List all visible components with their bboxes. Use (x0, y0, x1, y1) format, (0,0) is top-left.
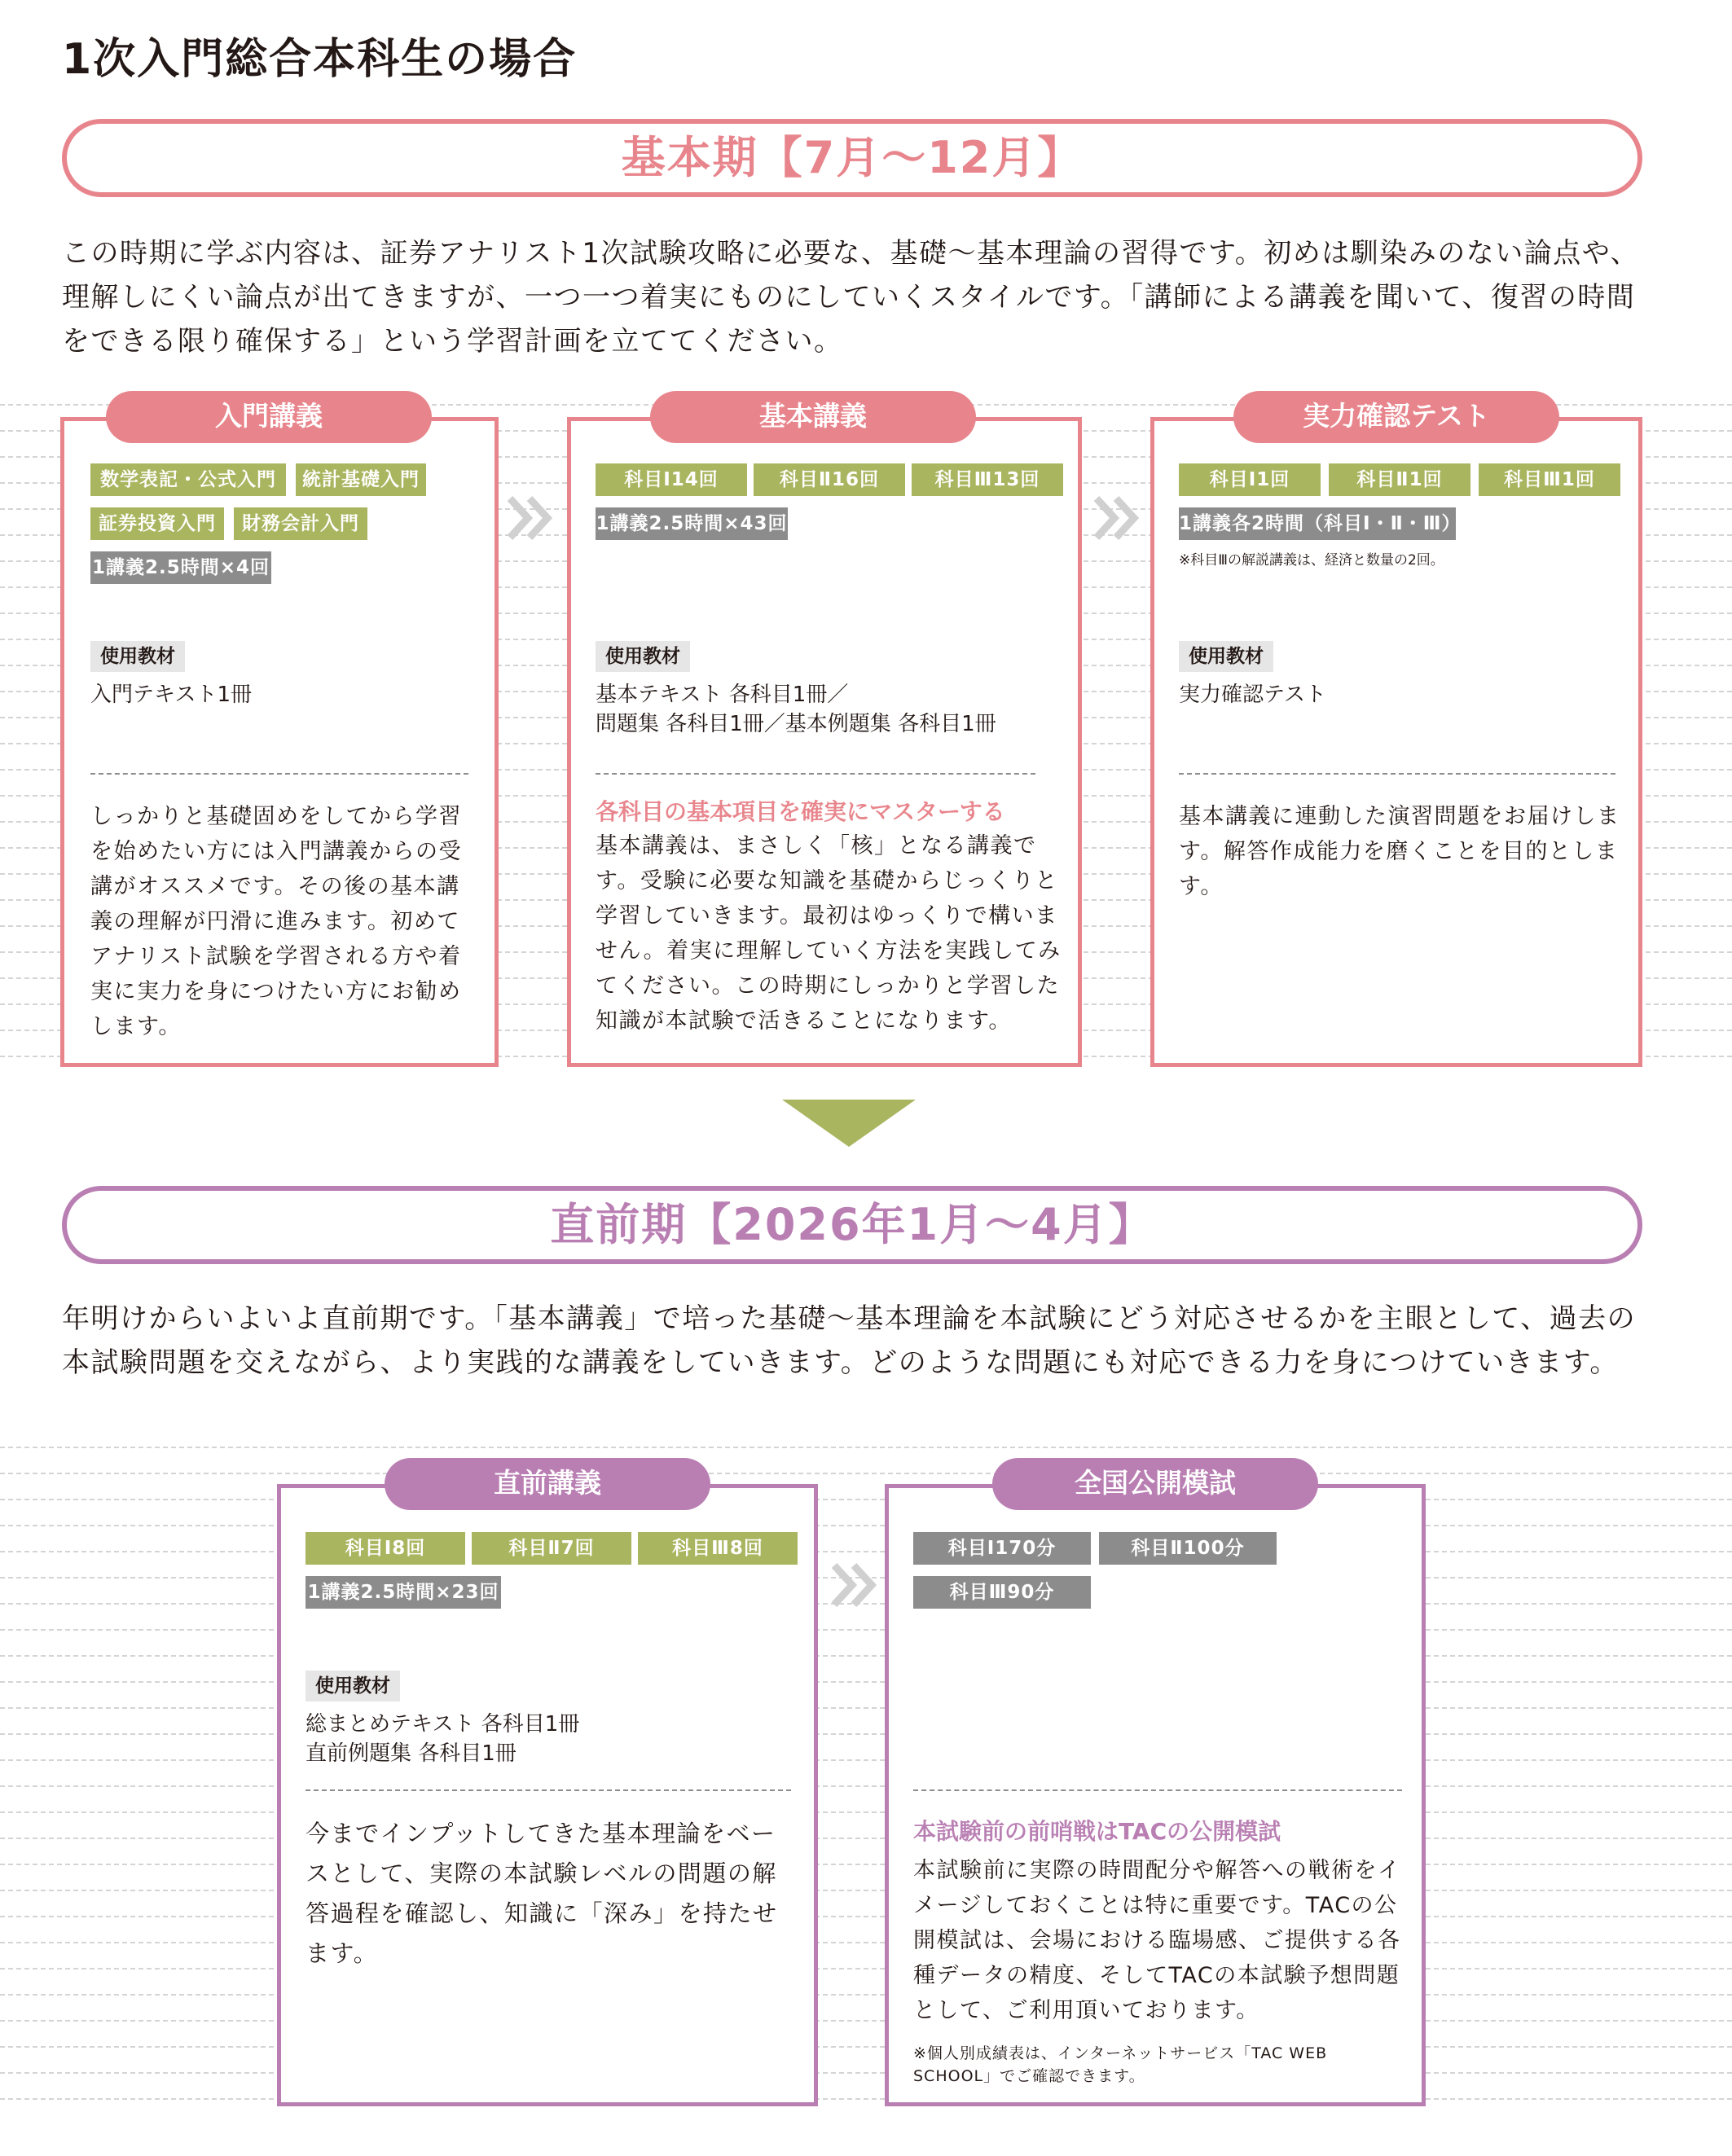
card-basic-lecture (567, 417, 1082, 1067)
card-mock-exam (885, 1484, 1426, 2106)
subject-tag: 科目Ⅱ7回 (472, 1532, 631, 1565)
page-title: 1次入門総合本科生の場合 (62, 35, 578, 84)
card-title-intro-lecture (106, 391, 432, 443)
card-title-basic-lecture (650, 391, 976, 443)
card-practice-test (1150, 417, 1642, 1067)
card-title-text: 基本講義 (759, 400, 867, 432)
divider (596, 773, 1035, 775)
subject-tag: 数学表記・公式入門 (90, 463, 286, 496)
card-title-final-lecture (385, 1458, 710, 1510)
card-heading: 本試験前の前哨戦はTACの公開模試 (913, 1818, 1281, 1845)
materials-label: 使用教材 (1179, 641, 1273, 672)
card-title-text: 実力確認テスト (1303, 400, 1490, 432)
materials-label: 使用教材 (306, 1671, 400, 1702)
schedule-badge: 1講義各2時間（科目Ⅰ・Ⅱ・Ⅲ） (1179, 507, 1456, 540)
final-period-intro: 年明けからいよいよ直前期です。「基本講義」で培った基礎～基本理論を本試験にどう対応させるかを主眼として、過去の本試験問題を交えながら、より実践的な講義をしていきます。どのような問題にも対応できる力を身につけていきます。 (62, 1302, 1637, 1379)
materials-line: 基本テキスト 各科目1冊／ (596, 683, 849, 707)
card-title-practice-test (1233, 391, 1559, 443)
card-title-text: 直前講義 (494, 1467, 601, 1499)
subject-tag: 科目Ⅱ1回 (1329, 463, 1470, 496)
divider (306, 1789, 791, 1791)
card-description: 基本講義に連動した演習問題をお届けします。解答作成能力を磨くことを目的とします。 (1179, 804, 1620, 899)
subject-tag: 科目Ⅰ8回 (306, 1532, 465, 1565)
materials-label: 使用教材 (90, 641, 185, 672)
card-intro-lecture (60, 417, 499, 1067)
card-heading: 各科目の基本項目を確実にマスターする (596, 798, 1005, 825)
card-description: しっかりと基礎固めをしてから学習を始めたい方には入門講義からの受講がオススメです。その後の基本講義の理解が円滑に進みます。初めてアナリスト試験を学習される方や着実に実力を身につけたい方にお勧めします。 (90, 804, 462, 1039)
basic-period-intro: この時期に学ぶ内容は、証券アナリスト1次試験攻略に必要な、基礎～基本理論の習得です。初めは馴染みのない論点や、理解しにくい論点が出てきますが、一つ一つ着実にものにしていくスタイルです。「講師による講義を聞いて、復習の時間をできる限り確保する」という学習計画を立ててください。 (62, 237, 1640, 358)
basic-period-title: 基本期【7月～12月】 (621, 132, 1084, 183)
schedule-badge: 1講義2.5時間×23回 (306, 1576, 501, 1609)
card-title-text: 入門講義 (215, 400, 323, 432)
subject-tag: 科目Ⅱ16回 (754, 463, 905, 496)
subject-tag: 科目Ⅰ170分 (913, 1532, 1091, 1565)
final-period-banner (62, 1186, 1642, 1264)
card-description: 本試験前に実際の時間配分や解答への戦術をイメージしておくことは特に重要です。TACの公開模試は、会場における臨場感、ご提供する各種データの精度、そしてTACの本試験予想問題として、ご利用頂いております。 (913, 1858, 1401, 2023)
chevron-right-icon (829, 1561, 881, 1609)
card-description: 今までインプットしてきた基本理論をベースとして、実際の本試験レベルの問題の解答過程を確認し、知識に「深み」を持たせます。 (306, 1820, 778, 1967)
subject-tag: 科目Ⅰ1回 (1179, 463, 1321, 496)
card-title-text: 全国公開模試 (1075, 1467, 1236, 1499)
materials-line: 実力確認テスト (1179, 683, 1326, 707)
subject-tag: 科目Ⅲ1回 (1479, 463, 1620, 496)
subject-tag: 科目Ⅰ14回 (596, 463, 747, 496)
subject-tag: 財務会計入門 (234, 507, 367, 540)
down-arrow-icon (782, 1100, 916, 1147)
materials-line: 直前例題集 各科目1冊 (306, 1741, 517, 1766)
subject-tag: 科目Ⅲ8回 (638, 1532, 798, 1565)
final-period-title: 直前期【2026年1月～4月】 (550, 1199, 1154, 1250)
basic-period-banner (62, 119, 1642, 197)
chevron-right-icon (1092, 494, 1144, 542)
materials-line: 総まとめテキスト 各科目1冊 (306, 1712, 580, 1737)
schedule-note: ※科目Ⅲの解説講義は、経済と数量の2回。 (1179, 552, 1444, 569)
divider (90, 773, 468, 775)
card-description: 基本講義は、まさしく「核」となる講義です。受験に必要な知識を基礎からじっくりと学習していきます。最初はゆっくりで構いません。着実に理解していく方法を実践してみてください。この時期にしっかりと学習した知識が本試験で活きることになります。 (596, 833, 1062, 1034)
materials-label: 使用教材 (596, 641, 690, 672)
subject-tag: 科目Ⅲ13回 (912, 463, 1063, 496)
card-final-lecture (277, 1484, 818, 2106)
subject-tag: 証券投資入門 (90, 507, 224, 540)
subject-tag: 統計基礎入門 (296, 463, 426, 496)
subject-tag: 科目Ⅲ90分 (913, 1576, 1091, 1609)
divider (913, 1789, 1402, 1791)
divider (1179, 773, 1616, 775)
materials-line: 入門テキスト1冊 (90, 683, 253, 707)
schedule-badge: 1講義2.5時間×4回 (90, 551, 271, 584)
subject-tag: 科目Ⅱ100分 (1099, 1532, 1277, 1565)
chevron-right-icon (505, 494, 557, 542)
schedule-badge: 1講義2.5時間×43回 (596, 507, 788, 540)
footnote: ※個人別成績表は、インターネットサービス「TAC WEB SCHOOL」でご確認できます。 (913, 2044, 1328, 2085)
materials-line: 問題集 各科目1冊／基本例題集 各科目1冊 (596, 712, 996, 736)
card-title-mock-exam (992, 1458, 1318, 1510)
